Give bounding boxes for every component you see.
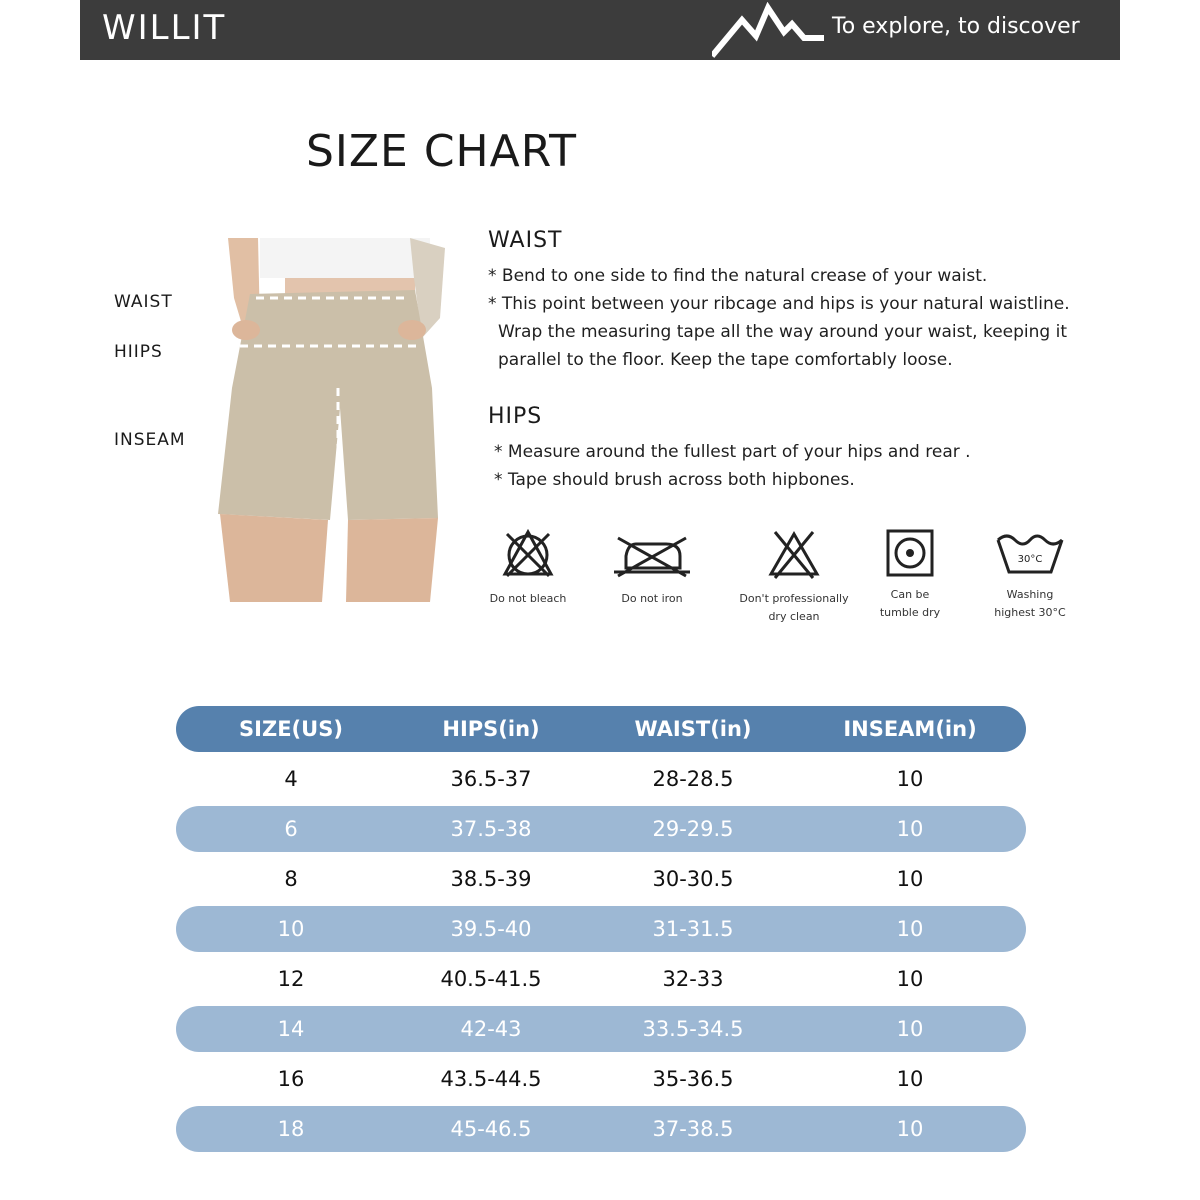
table-cell: 39.5-40: [450, 917, 532, 941]
table-cell: 32-33: [662, 967, 724, 991]
wash-30-icon: [995, 528, 1065, 578]
waist-instruction: Wrap the measuring tape all the way around your waist, keeping it: [498, 322, 1068, 342]
column-header: WAIST(in): [634, 717, 752, 741]
table-cell: 10: [896, 767, 924, 791]
mountain-logo-icon: [712, 2, 832, 58]
care-caption: Can be tumble dry: [879, 588, 941, 619]
hips-instruction: * Measure around the fullest part of your hips and rear .: [494, 442, 971, 462]
table-cell: 10: [896, 867, 924, 891]
waist-instruction: * Bend to one side to find the natural crease of your waist.: [488, 266, 988, 286]
table-cell: 40.5-41.5: [440, 967, 542, 991]
table-cell: 10: [896, 1017, 924, 1041]
table-cell: 35-36.5: [652, 1067, 734, 1091]
table-row: [176, 906, 1026, 952]
care-caption: Do not iron: [621, 592, 683, 605]
table-cell: 8: [284, 867, 298, 891]
right-leg-shape: [346, 518, 438, 602]
brand-logo: WILLIT: [102, 8, 227, 48]
care-do-not-iron: [592, 528, 712, 608]
care-tumble-dry: [850, 528, 970, 622]
care-do-not-dry-clean: [734, 528, 854, 626]
hips-instruction: * Tape should brush across both hipbones.: [494, 470, 855, 490]
waist-instruction: * This point between your ribcage and hips is your natural waistline.: [488, 294, 1070, 314]
table-cell: 10: [896, 967, 924, 991]
care-caption: Do not bleach: [489, 592, 567, 605]
table-row: [176, 806, 1026, 852]
waist-heading: WAIST: [488, 228, 563, 253]
table-cell: 10: [896, 1117, 924, 1141]
table-cell: 37.5-38: [450, 817, 532, 841]
table-cell: 33.5-34.5: [642, 1017, 744, 1041]
table-row: [176, 1106, 1026, 1152]
waist-label: WAIST: [114, 292, 173, 312]
wash-temperature-text: 30°C: [1017, 554, 1043, 565]
table-cell: 14: [277, 1017, 305, 1041]
column-header: SIZE(US): [239, 717, 343, 741]
table-cell: 16: [277, 1067, 305, 1091]
waist-instruction: parallel to the floor. Keep the tape comfortably loose.: [498, 350, 953, 370]
table-cell: 30-30.5: [652, 867, 734, 891]
table-row: [176, 1006, 1026, 1052]
page-title: SIZE CHART: [306, 126, 577, 177]
table-cell: 10: [896, 917, 924, 941]
table-cell: 38.5-39: [450, 867, 532, 891]
table-row: [176, 756, 1026, 802]
table-cell: 36.5-37: [450, 767, 532, 791]
table-cell: 18: [277, 1117, 305, 1141]
care-caption: Washing highest 30°C: [994, 588, 1066, 619]
brand-header-bar: [80, 0, 1120, 60]
left-leg-shape: [220, 514, 328, 602]
do-not-dry-clean-icon: [767, 528, 821, 582]
table-row: [176, 956, 1026, 1002]
table-cell: 45-46.5: [450, 1117, 532, 1141]
hips-heading: HIPS: [488, 404, 543, 429]
brand-tagline: To explore, to discover: [832, 14, 1080, 39]
tumble-dry-icon: [885, 528, 935, 578]
table-cell: 37-38.5: [652, 1117, 734, 1141]
care-wash-30: [970, 528, 1090, 622]
table-cell: 31-31.5: [652, 917, 734, 941]
shirt-shape: [260, 238, 430, 278]
table-cell: 42-43: [460, 1017, 522, 1041]
right-hand-shape: [398, 320, 426, 340]
table-cell: 10: [896, 1067, 924, 1091]
care-do-not-bleach: [468, 528, 588, 608]
do-not-iron-icon: [610, 528, 694, 582]
table-header-row: [176, 706, 1026, 752]
table-cell: 4: [284, 767, 298, 791]
table-cell: 6: [284, 817, 298, 841]
table-row: [176, 1056, 1026, 1102]
table-cell: 43.5-44.5: [440, 1067, 542, 1091]
column-header: INSEAM(in): [843, 717, 977, 741]
table-row: [176, 856, 1026, 902]
column-header: HIPS(in): [442, 717, 540, 741]
table-cell: 28-28.5: [652, 767, 734, 791]
shorts-measurement-figure: [110, 238, 460, 604]
left-hand-shape: [232, 320, 260, 340]
do-not-bleach-icon: [501, 528, 555, 582]
hips-label: HIIPS: [114, 342, 163, 362]
table-cell: 10: [277, 917, 305, 941]
table-cell: 12: [277, 967, 305, 991]
table-cell: 29-29.5: [652, 817, 734, 841]
inseam-label: INSEAM: [114, 430, 186, 450]
table-cell: 10: [896, 817, 924, 841]
care-caption: Don't professionally dry clean: [739, 592, 849, 623]
